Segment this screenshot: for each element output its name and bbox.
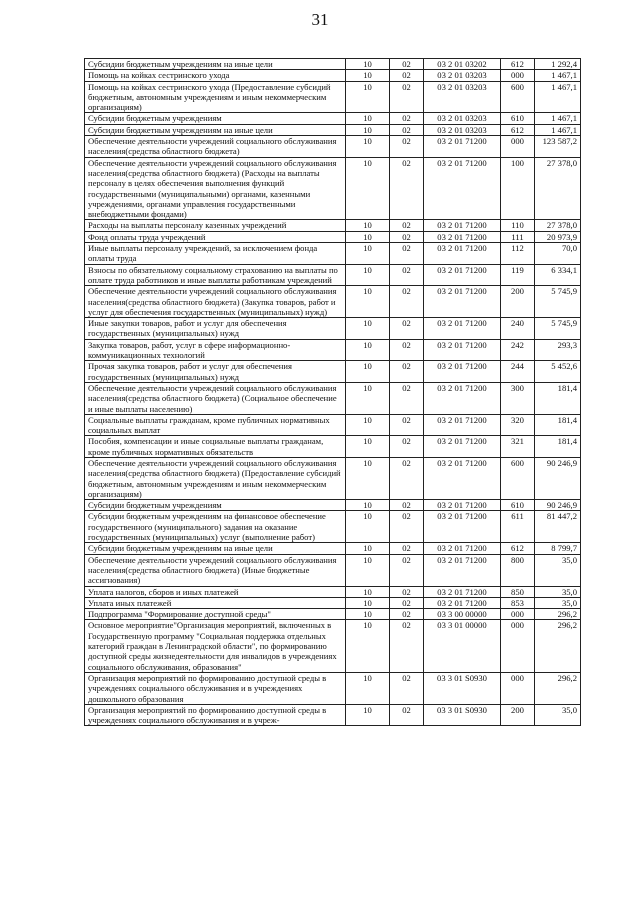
row-subsection: 02 <box>390 59 424 70</box>
row-target-code: 03 2 01 71200 <box>424 554 501 586</box>
row-amount: 70,0 <box>535 243 581 265</box>
row-section: 10 <box>346 500 390 511</box>
row-section: 10 <box>346 124 390 135</box>
row-amount: 1 467,1 <box>535 113 581 124</box>
row-subsection: 02 <box>390 157 424 220</box>
row-expense-type: 300 <box>501 382 535 414</box>
row-amount: 296,2 <box>535 609 581 620</box>
table-row <box>85 157 581 220</box>
row-subsection: 02 <box>390 339 424 361</box>
row-name: Субсидии бюджетным учреждениям на финансовое обеспечение государственного (муниципального) задания на оказание государственных (муниципальных) услуг (выполнение работ) <box>85 511 346 543</box>
row-target-code: 03 2 01 71200 <box>424 220 501 231</box>
row-target-code: 03 2 01 71200 <box>424 361 501 383</box>
row-expense-type: 240 <box>501 318 535 340</box>
row-target-code: 03 2 01 71200 <box>424 231 501 242</box>
row-name: Пособия, компенсации и иные социальные выплаты гражданам, кроме публичных нормативных обязательств <box>85 436 346 458</box>
row-amount: 90 246,9 <box>535 500 581 511</box>
table-row <box>85 339 581 361</box>
row-amount: 5 745,9 <box>535 286 581 318</box>
table-row <box>85 704 581 726</box>
row-name: Взносы по обязательному социальному страхованию на выплаты по оплате труда работников и иные выплаты работникам учреждений <box>85 264 346 286</box>
table-body <box>85 59 581 726</box>
row-name: Субсидии бюджетным учреждениям на иные цели <box>85 124 346 135</box>
row-expense-type: 242 <box>501 339 535 361</box>
row-expense-type: 119 <box>501 264 535 286</box>
row-subsection: 02 <box>390 457 424 499</box>
row-expense-type: 611 <box>501 511 535 543</box>
row-amount: 1 292,4 <box>535 59 581 70</box>
row-expense-type: 600 <box>501 81 535 113</box>
row-subsection: 02 <box>390 597 424 608</box>
row-section: 10 <box>346 382 390 414</box>
row-amount: 35,0 <box>535 597 581 608</box>
row-subsection: 02 <box>390 243 424 265</box>
row-name: Уплата иных платежей <box>85 597 346 608</box>
row-target-code: 03 2 01 71200 <box>424 339 501 361</box>
table-row <box>85 457 581 499</box>
row-expense-type: 853 <box>501 597 535 608</box>
row-subsection: 02 <box>390 81 424 113</box>
row-name: Фонд оплаты труда учреждений <box>85 231 346 242</box>
row-expense-type: 200 <box>501 704 535 726</box>
row-target-code: 03 2 01 71200 <box>424 597 501 608</box>
row-section: 10 <box>346 361 390 383</box>
row-section: 10 <box>346 286 390 318</box>
row-subsection: 02 <box>390 220 424 231</box>
row-target-code: 03 2 01 71200 <box>424 264 501 286</box>
row-target-code: 03 2 01 71200 <box>424 543 501 554</box>
row-name: Уплата налогов, сборов и иных платежей <box>85 586 346 597</box>
row-amount: 293,3 <box>535 339 581 361</box>
row-name: Субсидии бюджетным учреждениям на иные цели <box>85 543 346 554</box>
row-subsection: 02 <box>390 543 424 554</box>
table-row <box>85 543 581 554</box>
row-amount: 123 587,2 <box>535 136 581 158</box>
page-number: 31 <box>311 10 329 29</box>
budget-table <box>84 58 581 726</box>
row-expense-type: 000 <box>501 672 535 704</box>
row-section: 10 <box>346 243 390 265</box>
row-target-code: 03 2 01 71200 <box>424 511 501 543</box>
row-target-code: 03 3 00 00000 <box>424 609 501 620</box>
row-target-code: 03 2 01 71200 <box>424 286 501 318</box>
row-amount: 181,4 <box>535 414 581 436</box>
row-amount: 181,4 <box>535 436 581 458</box>
row-subsection: 02 <box>390 500 424 511</box>
table-row <box>85 124 581 135</box>
row-amount: 20 973,9 <box>535 231 581 242</box>
row-target-code: 03 3 01 00000 <box>424 620 501 672</box>
row-section: 10 <box>346 339 390 361</box>
row-section: 10 <box>346 543 390 554</box>
table-row <box>85 136 581 158</box>
table-row <box>85 609 581 620</box>
row-subsection: 02 <box>390 361 424 383</box>
row-expense-type: 850 <box>501 586 535 597</box>
row-name: Обеспечение деятельности учреждений социального обслуживания населения(средства областного бюджета) (Социальное обеспечение и иные выплаты населению) <box>85 382 346 414</box>
row-subsection: 02 <box>390 382 424 414</box>
row-section: 10 <box>346 620 390 672</box>
row-name: Субсидии бюджетным учреждениям на иные цели <box>85 59 346 70</box>
row-target-code: 03 2 01 03203 <box>424 81 501 113</box>
table-row <box>85 318 581 340</box>
row-section: 10 <box>346 59 390 70</box>
row-expense-type: 111 <box>501 231 535 242</box>
row-subsection: 02 <box>390 286 424 318</box>
row-amount: 296,2 <box>535 620 581 672</box>
row-target-code: 03 2 01 71200 <box>424 382 501 414</box>
row-amount: 296,2 <box>535 672 581 704</box>
row-name: Обеспечение деятельности учреждений социального обслуживания населения(средства областного бюджета) (Расходы на выплаты персоналу в целях обеспечения выполнения функций государственными (муниципальными) органами, казенными учреждениями, органами управления государственными внебюджетными фондами) <box>85 157 346 220</box>
row-target-code: 03 3 01 S0930 <box>424 672 501 704</box>
row-name: Иные закупки товаров, работ и услуг для обеспечения государственных (муниципальных) нужд <box>85 318 346 340</box>
table-row <box>85 70 581 81</box>
table-row <box>85 511 581 543</box>
row-expense-type: 321 <box>501 436 535 458</box>
row-section: 10 <box>346 511 390 543</box>
row-section: 10 <box>346 220 390 231</box>
row-section: 10 <box>346 157 390 220</box>
row-section: 10 <box>346 704 390 726</box>
row-expense-type: 612 <box>501 124 535 135</box>
row-name: Прочая закупка товаров, работ и услуг для обеспечения государственных (муниципальных) нужд <box>85 361 346 383</box>
row-section: 10 <box>346 81 390 113</box>
row-target-code: 03 2 01 71200 <box>424 136 501 158</box>
row-expense-type: 000 <box>501 620 535 672</box>
table-row <box>85 382 581 414</box>
row-name: Организация мероприятий по формированию доступной среды в учреждениях социального обслуживания и в учреждениях дошкольного образования <box>85 672 346 704</box>
table-row <box>85 264 581 286</box>
row-subsection: 02 <box>390 124 424 135</box>
row-expense-type: 000 <box>501 70 535 81</box>
row-amount: 1 467,1 <box>535 81 581 113</box>
row-name: Субсидии бюджетным учреждениям <box>85 500 346 511</box>
row-name: Иные выплаты персоналу учреждений, за исключением фонда оплаты труда <box>85 243 346 265</box>
row-amount: 5 452,6 <box>535 361 581 383</box>
row-expense-type: 000 <box>501 609 535 620</box>
row-expense-type: 600 <box>501 457 535 499</box>
row-target-code: 03 2 01 71200 <box>424 414 501 436</box>
row-target-code: 03 2 01 03203 <box>424 70 501 81</box>
row-section: 10 <box>346 136 390 158</box>
row-section: 10 <box>346 672 390 704</box>
row-expense-type: 612 <box>501 59 535 70</box>
row-subsection: 02 <box>390 264 424 286</box>
row-name: Организация мероприятий по формированию доступной среды в учреждениях социального обслуживания и в учреж- <box>85 704 346 726</box>
row-expense-type: 000 <box>501 136 535 158</box>
row-target-code: 03 2 01 03203 <box>424 124 501 135</box>
row-section: 10 <box>346 586 390 597</box>
row-amount: 181,4 <box>535 382 581 414</box>
row-name: Помощь на койках сестринского ухода (Предоставление субсидий бюджетным, автономным учреждениям и иным некоммерческим организациям) <box>85 81 346 113</box>
row-amount: 81 447,2 <box>535 511 581 543</box>
row-expense-type: 112 <box>501 243 535 265</box>
row-name: Обеспечение деятельности учреждений социального обслуживания населения(средства областного бюджета) (Иные бюджетные ассигнования) <box>85 554 346 586</box>
row-expense-type: 244 <box>501 361 535 383</box>
row-target-code: 03 2 01 71200 <box>424 457 501 499</box>
row-name: Основное мероприятие"Организация мероприятий, включенных в Государственную программу "Социальная поддержка отдельных категорий граждан в Ленинградской области", по формированию доступной среды жизнедеятельности для инвалидов в учреждениях социального обслуживания, образования" <box>85 620 346 672</box>
row-subsection: 02 <box>390 436 424 458</box>
row-target-code: 03 2 01 71200 <box>424 243 501 265</box>
row-amount: 90 246,9 <box>535 457 581 499</box>
row-subsection: 02 <box>390 136 424 158</box>
row-name: Обеспечение деятельности учреждений социального обслуживания населения(средства областного бюджета) (Предоставление субсидий бюджетным, автономным учреждениям и иным некоммерческим организациям) <box>85 457 346 499</box>
table-row <box>85 672 581 704</box>
row-expense-type: 610 <box>501 500 535 511</box>
row-subsection: 02 <box>390 620 424 672</box>
table-row <box>85 361 581 383</box>
row-section: 10 <box>346 554 390 586</box>
row-target-code: 03 2 01 71200 <box>424 436 501 458</box>
row-expense-type: 110 <box>501 220 535 231</box>
row-expense-type: 610 <box>501 113 535 124</box>
row-amount: 1 467,1 <box>535 70 581 81</box>
row-amount: 5 745,9 <box>535 318 581 340</box>
row-target-code: 03 3 01 S0930 <box>424 704 501 726</box>
row-subsection: 02 <box>390 231 424 242</box>
table-row <box>85 59 581 70</box>
table-row <box>85 500 581 511</box>
row-section: 10 <box>346 597 390 608</box>
row-section: 10 <box>346 113 390 124</box>
table-row <box>85 620 581 672</box>
row-section: 10 <box>346 609 390 620</box>
table-row <box>85 243 581 265</box>
row-subsection: 02 <box>390 70 424 81</box>
table-row <box>85 414 581 436</box>
row-amount: 27 378,0 <box>535 157 581 220</box>
row-subsection: 02 <box>390 113 424 124</box>
row-expense-type: 200 <box>501 286 535 318</box>
table-row <box>85 220 581 231</box>
row-section: 10 <box>346 436 390 458</box>
row-expense-type: 800 <box>501 554 535 586</box>
row-target-code: 03 2 01 03203 <box>424 113 501 124</box>
row-amount: 1 467,1 <box>535 124 581 135</box>
table-row <box>85 597 581 608</box>
row-subsection: 02 <box>390 672 424 704</box>
row-name: Субсидии бюджетным учреждениям <box>85 113 346 124</box>
row-section: 10 <box>346 318 390 340</box>
row-subsection: 02 <box>390 609 424 620</box>
row-section: 10 <box>346 231 390 242</box>
table-row <box>85 81 581 113</box>
row-section: 10 <box>346 70 390 81</box>
row-subsection: 02 <box>390 704 424 726</box>
row-name: Подпрограмма "Формирование доступной среды" <box>85 609 346 620</box>
table-row <box>85 113 581 124</box>
table-row <box>85 554 581 586</box>
table-row <box>85 231 581 242</box>
row-target-code: 03 2 01 71200 <box>424 586 501 597</box>
row-name: Обеспечение деятельности учреждений социального обслуживания населения(средства областного бюджета) (Закупка товаров, работ и услуг для обеспечения государственных (муниципальных) нужд) <box>85 286 346 318</box>
row-subsection: 02 <box>390 318 424 340</box>
row-amount: 8 799,7 <box>535 543 581 554</box>
row-target-code: 03 2 01 71200 <box>424 318 501 340</box>
row-expense-type: 612 <box>501 543 535 554</box>
row-name: Обеспечение деятельности учреждений социального обслуживания населения(средства областного бюджета) <box>85 136 346 158</box>
row-target-code: 03 2 01 71200 <box>424 157 501 220</box>
row-subsection: 02 <box>390 511 424 543</box>
row-name: Помощь на койках сестринского ухода <box>85 70 346 81</box>
row-target-code: 03 2 01 03202 <box>424 59 501 70</box>
table-row <box>85 286 581 318</box>
table-row <box>85 586 581 597</box>
row-section: 10 <box>346 264 390 286</box>
table-row <box>85 436 581 458</box>
row-section: 10 <box>346 457 390 499</box>
row-subsection: 02 <box>390 414 424 436</box>
row-subsection: 02 <box>390 554 424 586</box>
row-amount: 35,0 <box>535 586 581 597</box>
row-name: Закупка товаров, работ, услуг в сфере информационно-коммуникационных технологий <box>85 339 346 361</box>
row-target-code: 03 2 01 71200 <box>424 500 501 511</box>
row-amount: 27 378,0 <box>535 220 581 231</box>
row-expense-type: 100 <box>501 157 535 220</box>
row-name: Расходы на выплаты персоналу казенных учреждений <box>85 220 346 231</box>
row-subsection: 02 <box>390 586 424 597</box>
row-amount: 35,0 <box>535 554 581 586</box>
row-name: Социальные выплаты гражданам, кроме публичных нормативных социальных выплат <box>85 414 346 436</box>
row-expense-type: 320 <box>501 414 535 436</box>
row-amount: 6 334,1 <box>535 264 581 286</box>
row-section: 10 <box>346 414 390 436</box>
row-amount: 35,0 <box>535 704 581 726</box>
